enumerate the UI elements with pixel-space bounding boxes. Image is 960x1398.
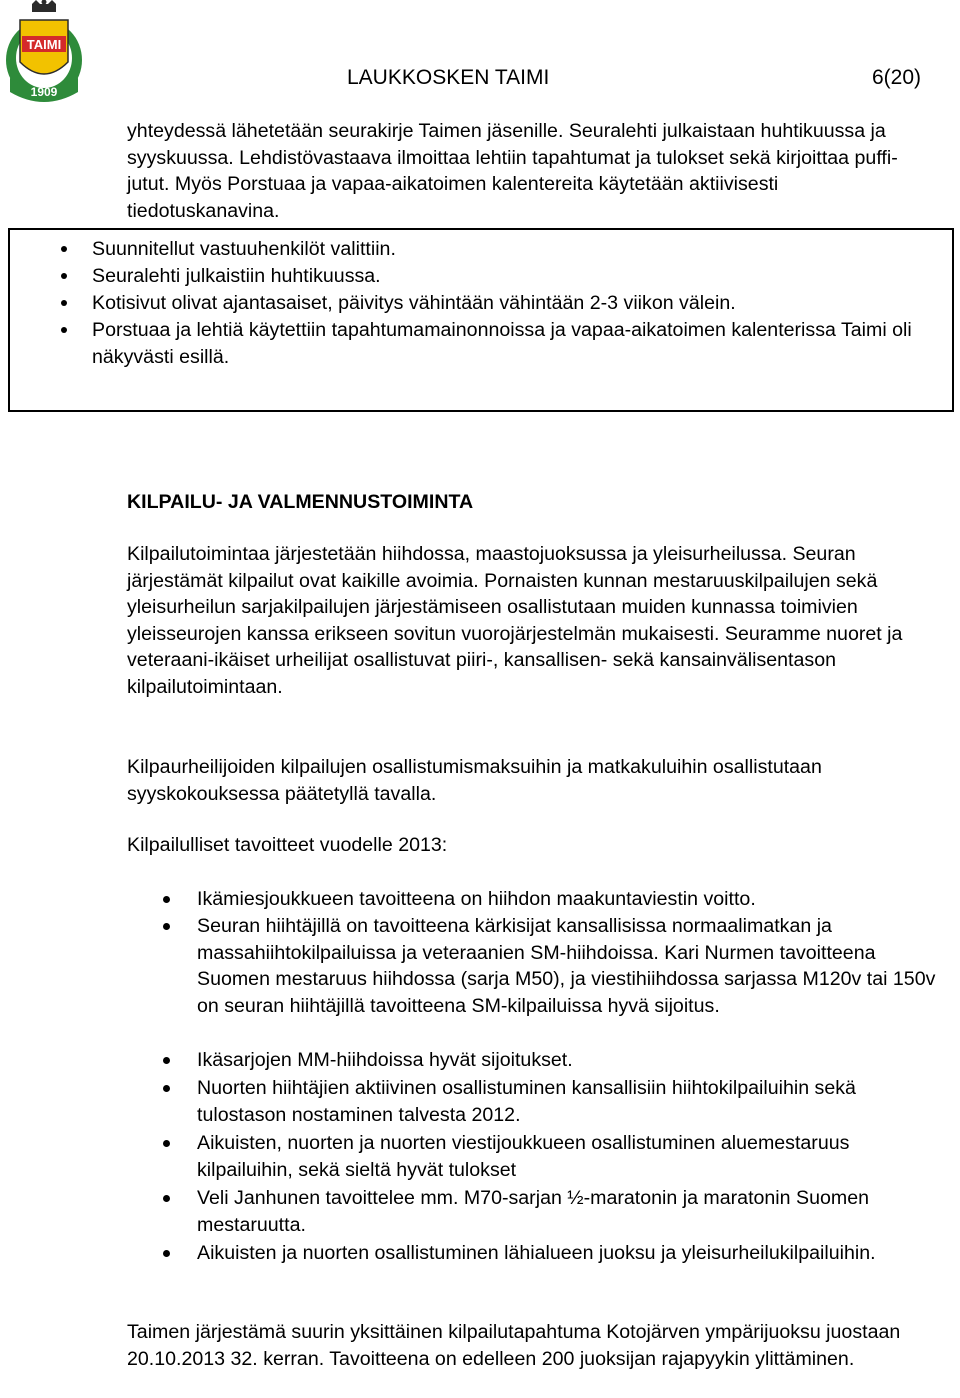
logo-text: TAIMI (26, 37, 62, 52)
goal-item: Veli Janhunen tavoittelee mm. M70-sarjan ½-maratonin ja maratonin Suomen mestaruutta. (197, 1187, 869, 1236)
goals-intro: Kilpailulliset tavoitteet vuodelle 2013: (127, 834, 448, 856)
goal-item: Aikuisten ja nuorten osallistuminen lähialueen juoksu ja yleisurheilukilpailuihin. (197, 1242, 876, 1264)
bullet-icon (61, 300, 67, 306)
section-paragraph: Kilpaurheilijoiden kilpailujen osallistumismaksuihin ja matkakuluihin osallistutaan syyskokouksessa päätetyllä tavalla. (127, 756, 822, 805)
summary-item: Kotisivut olivat ajantasaiset, päivitys vähintään vähintään 2-3 viikon välein. (92, 292, 736, 314)
goal-item: Aikuisten, nuorten ja nuorten viestijoukkueen osallistuminen aluemestaruus kilpailuihin, sekä sieltä hyvät tulokset (197, 1132, 850, 1181)
crown-icon (32, 0, 56, 12)
closing-paragraph: Taimen järjestämä suurin yksittäinen kilpailutapahtuma Kotojärven ympärijuoksu juostaan 20.10.2013 32. kerran. Tavoitteena on edelleen 200 juoksijan rajapyykin ylittäminen. (127, 1321, 901, 1370)
bullet-icon (163, 1250, 170, 1257)
bullet-icon (163, 1057, 170, 1064)
bullet-icon (163, 1195, 170, 1202)
goal-item: Seuran hiihtäjillä on tavoitteena kärkisijat kansallisissa normaalimatkan ja massahiihtokilpailuissa ja veteraanien SM-hiihdoissa. Kari Nurmen tavoitteena Suomen mestaruus hiihdossa (sarja M50), ja viestihiihdossa sarjassa M120v tai 150v on seuran hiihtäjillä tavoitteena SM-kilpailuissa hyvä sijoitus. (197, 915, 936, 1017)
intro-paragraph: yhteydessä lähetetään seurakirje Taimen jäsenille. Seuralehti julkaistaan huhtikuussa ja syyskuussa. Lehdistövastaava ilmoittaa lehtiin tapahtumat ja tulokset sekä kirjoittaa puffi-jutut. Myös Porstuaa ja vapaa-aikatoimen kalentereita käytetään aktiivisesti tiedotuskanavina. (127, 120, 898, 222)
bullet-icon (163, 896, 170, 903)
goal-item: Ikämiesjoukkueen tavoitteena on hiihdon maakuntaviestin voitto. (197, 888, 756, 910)
bullet-icon (163, 1085, 170, 1092)
page-number: 6(20) (872, 66, 922, 89)
goal-item: Ikäsarjojen MM-hiihdoissa hyvät sijoitukset. (197, 1049, 573, 1071)
summary-item: Porstuaa ja lehtiä käytettiin tapahtumamainonnoissa ja vapaa-aikatoimen kalenterissa Taimi oli näkyvästi esillä. (92, 319, 912, 368)
section-heading: KILPAILU- JA VALMENNUSTOIMINTA (127, 491, 474, 513)
document-title: LAUKKOSKEN TAIMI (347, 66, 550, 89)
summary-item: Seuralehti julkaistiin huhtikuussa. (92, 265, 381, 287)
section-paragraph: Kilpailutoimintaa järjestetään hiihdossa, maastojuoksussa ja yleisurheilussa. Seuran järjestämät kilpailut ovat kaikille avoimia. Pornaisten kunnan mestaruuskilpailujen sekä yleisurheilun sarjakilpailujen järjestämiseen osallistutaan muiden kunnassa toimivien yleisseurojen kanssa erikseen sovitun vuorojärjestelmän mukaisesti. Seuramme nuoret ja veteraani-ikäiset urheilijat osallistuvat piiri-, kansallisen- sekä kansainvälisentason kilpailutoimintaan. (127, 543, 903, 698)
summary-item: Suunnitellut vastuuhenkilöt valittiin. (92, 238, 396, 260)
goal-item: Nuorten hiihtäjien aktiivinen osallistuminen kansallisiin hiihtokilpailuihin sekä tulostason nostaminen talvesta 2012. (197, 1077, 856, 1126)
bullet-icon (61, 273, 67, 279)
bullet-icon (163, 1140, 170, 1147)
bullet-icon (163, 923, 170, 930)
club-logo (2, 0, 86, 108)
bullet-icon (61, 327, 67, 333)
logo-year: 1909 (30, 85, 58, 99)
bullet-icon (61, 246, 67, 252)
